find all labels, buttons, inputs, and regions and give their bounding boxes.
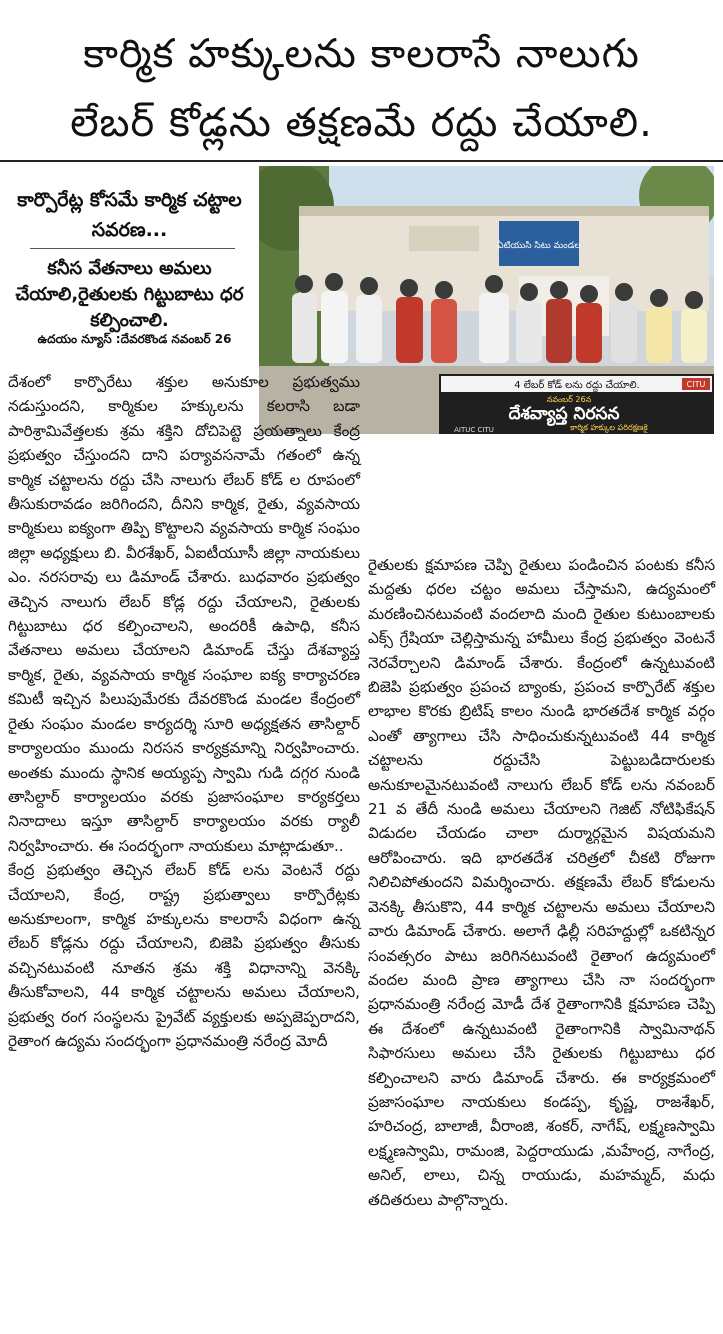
subheading-first: కార్పొరేట్ల కోసమే కార్మిక చట్టాల సవరణ...	[17, 189, 242, 241]
subheading-divider	[30, 248, 235, 249]
banner-date: నవంబర్ 26న	[546, 395, 592, 404]
banner-sub-text: కార్మిక హక్కుల పరిరక్షణకై	[570, 423, 648, 432]
article-paragraph-3: రైతులకు క్షమాపణ చెప్పి రైతులు పండించిన పంటకు కనీస మద్దతు ధరల చట్టం అమలు చేస్తామని, ఉద్యమంలో మరణించినటువంటి వందలాది మంది రైతుల కుటుంబాలకు ఎక్స్ గ్రేషియా చెల్లిస్తామన్న హామీలు కేంద్ర ప్రభుత్వం వెంటనే నెరవేర్చాలని డిమాండ్ చేశారు. కేంద్రంలో ఉన్నటువంటి బిజెపి ప్రభుత్వం ప్రపంచ బ్యాంకు, ప్రపంచ కార్పొరేట్ శక్తుల లాభాల కొరకు బ్రిటిష్ కాలం నుండి భారతదేశ కార్మిక వర్గం ఎంతో త్యాగాలు చేసి సాధించుకున్నటువంటి 44 కార్మిక చట్టాలను రద్దుచేసి పెట్టుబడిదారులకు అనుకూలమైనటువంటి నాలుగు లేబర్ కోడ్ లను నవంబర్ 21 వ తేదీ నుండి అమలు చేయాలని గెజిట్ నోటిఫికేషన్ విడుదల చేయడం చాలా దుర్మార్గమైన విషయమని ఆరోపించారు. ఇది భారతదేశ చరిత్రలో చీకటి రోజుగా నిలిచిపోతుందని విమర్శించారు. తక్షణమే లేబర్ కోడులను వెనక్కి తీసుకొని, 44 కార్మిక చట్టాలను అమలు చేయాలని వారు డిమాండ్ చేశారు. అలాగే ఢిల్లీ సరిహద్దుల్లో ఒకటిన్నర సంవత్సరం పాటు జరిగినటువంటి రైతాంగ ఉద్యమంలో వందల మంది ప్రాణ త్యాగాలు చేసి నా సందర్భంగా ప్రధానమంత్రి నరేంద్ర మోడీ దేశ రైతాంగానికి క్షమాపణ చెప్పి ఈ దేశంలో ఉన్నటువంటి రైతాంగానికి స్వామినాథన్ సిఫారసులు అమలు చేసి రైతులకు గిట్టుబాటు ధర కల్పించాలని వారు డిమాండ్ చేశారు. ఈ కార్యక్రమంలో ప్రజాసంఘాల నాయకులు కండప్ప, కృష్ణ, రాజశేఖర్, హరిచంద్ర, బాలాజీ, వీరాంజి, శంకర్, నాగేష్, లక్ష్మణస్వామి లక్ష్మణస్వామి, రామంజి, పెద్దరాయుడు ,మహేంద్ర, నాగేంద్ర, అనిల్, లాలు, చిన్న రాయుడు, మహమ్మద్, మధు తదితరులు పాల్గొన్నారు.	[368, 556, 715, 1209]
article-column-left	[8, 370, 360, 1053]
headline-line-2: లేబర్ కోడ్లను తక్షణమే రద్దు చేయాలి.	[70, 100, 653, 146]
banner-line-1: 4 లేబర్ కోడ్ లను రద్దు చేయాలి.	[514, 380, 640, 391]
building-sign-text: ఏటియుసి సిటు మండల	[497, 241, 581, 251]
headline-divider	[0, 160, 723, 162]
banner-main-text: దేశవ్యాప్త నిరసన	[508, 404, 620, 424]
dateline: ఉదయం న్యూస్ :దేవరకొండ నవంబర్ 26	[37, 332, 232, 346]
headline-line-1: కార్మిక హక్కులను కాలరాసే నాలుగు	[83, 31, 640, 77]
article-paragraph-1: దేశంలో కార్పొరేటు శక్తుల అనుకూల ప్రభుత్వము నడుస్తుందని, కార్మికుల హక్కులను కలరాసి బడా పారిశ్రామివేత్తలకు శ్రమ శక్తిని దోచిపెట్టె ప్రయత్నాలు కేంద్ర ప్రభుత్వం చేస్తుందని దాని పర్యావసనామే గతంలో ఉన్న కార్మిక చట్టాలను రద్దు చేసి నాలుగు లేబర్ కోడ్ ల రూపంలో తీసుకురావడం జరిగిందని, దీనిని కార్మిక, రైతు, వ్యవసాయ కార్మికులు ఐక్యంగా తిప్పి కొట్టాలని వ్యవసాయ కార్మిక సంఘం జిల్లా అధ్యక్షులు బి. వీరశేఖర్, ఏఐటీయూసీ జిల్లా నాయకులు ఎం. నరసరావు లు డిమాండ్ చేశారు. బుధవారం ప్రభుత్వం తెచ్చిన నాలుగు లేబర్ కోడ్ల రద్దు చేయాలని, రైతులకు గిట్టుబాటు ధర కల్పించాలని, అందరికీ ఉపాధి, కనీస వేతనాలు అమలు చేయాలని డిమాండ్ చేస్తు దేశవ్యాప్త కార్మిక, రైతు, వ్యవసాయ కార్మిక సంఘాల ఐక్య కార్యాచరణ కమిటీ ఇచ్చిన పిలుపుమేరకు దేవరకొండ మండల కేంద్రంలో రైతు సంఘం మండల కార్యదర్శి సూరి అధ్యక్షతన తాసిల్దార్ కార్యాలయం ముందు నిరసన కార్యక్రమాన్ని నిర్వహించారు. అంతకు ముందు స్థానిక అయ్యప్ప స్వామి గుడి దగ్గర నుండి తాసిల్దార్ కార్యాలయం వరకు ప్రజాసంఘాల కార్యకర్తలు నినాదాలు ఇస్తూ తాసిల్దార్ కార్యాలయం వరకు ర్యాలీ నిర్వహించారు. ఈ సందర్భంగా నాయకులు మాట్లాడుతూ..	[8, 373, 360, 855]
article-paragraph-2: కేంద్ర ప్రభుత్వం తెచ్చిన లేబర్ కోడ్ లను వెంటనే రద్దు చేయాలని, కేంద్ర, రాష్ట్ర ప్రభుత్వాలు కార్పొరేట్లకు అనుకూలంగా, కార్మిక హక్కులను కాలరాసే విధంగా ఉన్న లేబర్ కోడ్లను రద్దు చేయాలని, బిజెపి ప్రభుత్వం తీసుకు వచ్చినటువంటి నూతన శ్రమ శక్తి విధానాన్ని వెనక్కి తీసుకోవాలని, 44 కార్మిక చట్టాలను అమలు చేయాలని, ప్రభుత్వ రంగ సంస్థలను ప్రైవేట్ వ్యక్తులకు అప్పజెప్పరాదని, రైతాంగ ఉద్యమ సందర్భంగా ప్రధానమంత్రి నరేంద్ర మోదీ	[8, 861, 360, 1050]
banner-bottom-text: AITUC CITU	[454, 426, 494, 434]
subheading-second: కనీస వేతనాలు అమలు చేయాలి,రైతులకు గిట్టుబాటు ధర కల్పించాలి.	[15, 258, 244, 331]
banner-citu-tag: CITU	[686, 380, 706, 389]
article-column-right	[368, 553, 715, 1212]
